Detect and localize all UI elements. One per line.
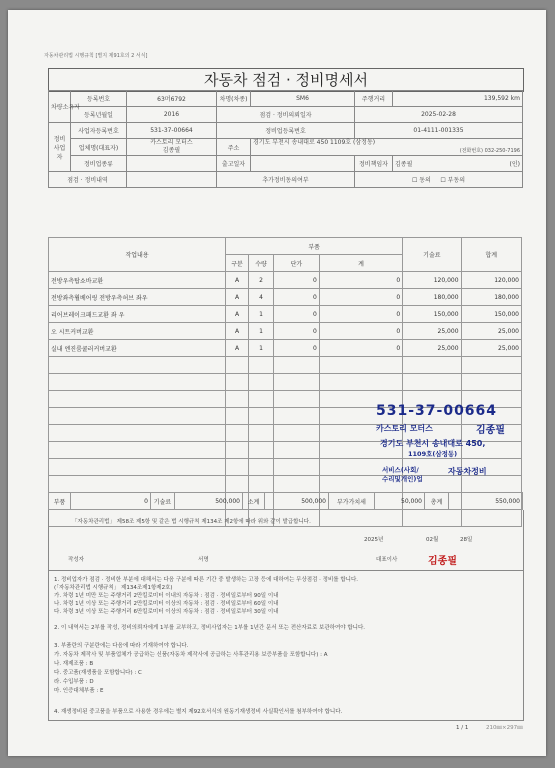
item-qty: 1 <box>249 340 274 357</box>
writer-label: 작성자 <box>68 557 84 563</box>
stamp-biz-no: 531-37-00664 <box>376 403 498 419</box>
note-line: 다. 중고품(재생품을 포함합니다) : C <box>54 670 142 676</box>
item-sum: 0 <box>319 340 402 357</box>
note-line: 1. 정비업자가 점검 · 정비한 부분에 대해서는 다음 구분에 따른 기간 중 발생하는 고장 등에 대하여는 무상점검 · 정비를 합니다. <box>54 577 359 583</box>
stamp-rep-name: 김종필 <box>476 425 505 436</box>
col-type-header: 구분 <box>226 255 249 272</box>
item-name: 전방좌측휠베어링 전방우측허브 좌우 <box>49 289 226 306</box>
technician-cell <box>393 156 523 172</box>
disagree-checkbox[interactable]: ☐ <box>440 177 448 184</box>
item-qty: 1 <box>249 323 274 340</box>
item-name: 오 시트커버교환 <box>49 323 226 340</box>
item-qty: 2 <box>249 272 274 289</box>
totals-tech-label: 기술료 <box>151 493 175 510</box>
item-labor: 25,000 <box>403 323 461 340</box>
request-date-value: 2025-02-28 <box>355 107 523 123</box>
note-line: 나. 재제조품 : B <box>54 661 94 667</box>
agree-label: 동의 <box>419 177 431 184</box>
item-labor: 180,000 <box>403 289 461 306</box>
table-row-empty <box>49 357 522 374</box>
item-sum: 0 <box>319 323 402 340</box>
item-price: 0 <box>274 323 320 340</box>
rep-signature: 김종필 <box>428 556 457 567</box>
vehicle-info-table <box>48 90 523 188</box>
item-qty: 4 <box>249 289 274 306</box>
issue-year: 2025년 <box>364 537 384 543</box>
release-date-label: 출고일자 <box>217 156 251 172</box>
paper-size: 210㎜×297㎜ <box>486 725 523 731</box>
shop-section-label: 정비사업자 <box>49 123 71 172</box>
item-name: 리어브레이크패드교환 좌 우 <box>49 306 226 323</box>
item-sum: 0 <box>319 272 402 289</box>
consent-label: 추가정비동의여부 <box>217 172 355 188</box>
technician-seal: (인) <box>509 161 520 168</box>
table-row <box>49 289 522 306</box>
technician-value: 김종필 <box>395 161 413 168</box>
mileage-label: 주행거리 <box>355 91 393 107</box>
car-name-label: 차명(차종) <box>217 91 251 107</box>
note-line: 가. 차령 1년 미만 또는 주행거리 2만킬로미터 이내의 자동차 : 점검 · 정비일로부터 90일 이내 <box>54 593 279 599</box>
totals-tech-value: 500,000 <box>175 493 243 510</box>
work-items-table <box>48 237 522 527</box>
address-value: 경기도 부천시 송내대로 450 1109호 (삼정동) <box>253 139 376 146</box>
col-sum-header: 계 <box>319 255 402 272</box>
reg-no-value: 63머6792 <box>127 91 217 107</box>
rep-label: 대표이사 <box>376 557 398 563</box>
note-line: 마. 인증대체부품 : E <box>54 688 104 694</box>
item-total: 150,000 <box>461 306 521 323</box>
stamp-address-line2: 1109호(삼정동) <box>408 450 458 458</box>
table-row <box>49 340 522 357</box>
phone-value: (전화번호) 032-250-7196 <box>459 148 520 154</box>
totals-table <box>48 492 523 510</box>
agree-checkbox[interactable]: ☐ <box>411 177 420 184</box>
stamp-service: 자동차정비 <box>448 467 487 476</box>
item-price: 0 <box>274 272 320 289</box>
issue-day: 28일 <box>460 537 473 543</box>
table-row <box>49 272 522 289</box>
mileage-value: 139,592 km <box>393 91 523 107</box>
technician-label: 정비책임자 <box>355 156 393 172</box>
note-line: 다. 차령 3년 이상 또는 주행거리 6만킬로미터 이상의 자동차 : 점검 · 정비일로부터 30일 이내 <box>54 609 279 615</box>
note-line: 3. 부품란의 구분란에는 다음에 따라 기재하여야 합니다. <box>54 643 189 649</box>
item-sum: 0 <box>319 306 402 323</box>
item-sum: 0 <box>319 289 402 306</box>
item-total: 25,000 <box>461 323 521 340</box>
company-name: 카스토리 모터스 <box>150 139 193 146</box>
item-type: A <box>226 306 249 323</box>
stamp-category-line2: 수리및개인)업 <box>382 475 423 483</box>
item-labor: 150,000 <box>403 306 461 323</box>
item-qty: 1 <box>249 306 274 323</box>
item-labor: 25,000 <box>403 340 461 357</box>
totals-parts-label: 부품 <box>49 493 71 510</box>
col-qty-header: 수량 <box>249 255 274 272</box>
stamp-address-line1: 경기도 부천시 송내대로 450, <box>380 439 486 448</box>
invoice-document <box>8 10 546 756</box>
col-item-header: 작업내용 <box>49 238 226 272</box>
note-line: 가. 자동차 제작사 및 부품업체가 공급하는 신품(자동차 제작사에 공급하는 사후관리용 보증부품을 포함합니다) : A <box>54 652 328 658</box>
totals-parts-value: 0 <box>71 493 151 510</box>
owner-label: 차량소유자 <box>49 91 71 123</box>
company-label: 업체명(대표자) <box>71 139 127 156</box>
address-label: 주소 <box>217 139 251 156</box>
item-price: 0 <box>274 340 320 357</box>
item-name: 전방우측탑쇼바교환 <box>49 272 226 289</box>
totals-subtotal-label: 소계 <box>243 493 265 510</box>
table-row <box>49 306 522 323</box>
col-price-header: 단가 <box>274 255 320 272</box>
item-price: 0 <box>274 306 320 323</box>
item-total: 25,000 <box>461 340 521 357</box>
form-header-note: 자동차관리법 시행규칙 [별지 제91호의 2 서식] <box>44 53 148 59</box>
reg-year-value: 2016 <box>127 107 217 123</box>
shop-type-label: 정비업종류 <box>71 156 127 172</box>
note-line: 나. 차령 1년 이상 또는 주행거리 2만킬로미터 이상의 자동차 : 점검 · 정비일로부터 60일 이내 <box>54 601 279 607</box>
table-row-empty <box>49 374 522 391</box>
table-row <box>49 323 522 340</box>
note-line: 라. 수입부품 : D <box>54 679 94 685</box>
biz-no-value: 531-37-00664 <box>127 123 217 139</box>
inspection-label: 점검 · 정비내역 <box>49 172 127 188</box>
total-header: 합계 <box>461 238 521 272</box>
reg-no-label: 등록번호 <box>71 91 127 107</box>
item-type: A <box>226 289 249 306</box>
item-type: A <box>226 272 249 289</box>
writer-sign: 서명 <box>198 557 209 563</box>
stamp-category-line1: 서비스(사회/ <box>382 466 419 474</box>
totals-vat-value: 50,000 <box>375 493 425 510</box>
certify-text: 「자동차관리법」 제58조 제5항 및 같은 법 시행규칙 제134조 제2항에 따라 위와 같이 발급합니다. <box>72 519 311 525</box>
item-type: A <box>226 323 249 340</box>
issue-month: 02월 <box>426 537 439 543</box>
labor-header: 기술료 <box>403 238 461 272</box>
note-line: 2. 이 내역서는 2부를 작성, 정비의뢰자에게 1부를 교부하고, 정비사업자는 1부를 1년간 문서 또는 전산자료로 보관하여야 합니다. <box>54 625 366 631</box>
address-cell <box>251 139 523 156</box>
item-total: 180,000 <box>461 289 521 306</box>
item-type: A <box>226 340 249 357</box>
table-row-empty <box>49 476 522 493</box>
shop-reg-label: 정비업등록번호 <box>217 123 355 139</box>
note-line: (「자동차관리법 시행규칙」 제134조제1항제2호) <box>54 585 173 591</box>
company-rep: 김종필 <box>162 147 181 154</box>
request-date-label: 점검 · 정비의뢰일자 <box>217 107 355 123</box>
consent-options <box>355 172 523 188</box>
page-number: 1 / 1 <box>456 725 469 731</box>
stamp-shop-name: 카스토리 모터스 <box>376 424 433 433</box>
shop-reg-value: 01-4111-001335 <box>355 123 523 139</box>
totals-total-label: 총계 <box>425 493 449 510</box>
totals-total-value: 550,000 <box>449 493 523 510</box>
totals-subtotal-value: 500,000 <box>265 493 329 510</box>
totals-vat-label: 부가가치세 <box>329 493 375 510</box>
item-total: 120,000 <box>461 272 521 289</box>
reg-year-label: 등록년월일 <box>71 107 127 123</box>
note-line: 4. 재생정비된 중고품을 부품으로 사용한 경우에는 별지 제92호서식의 원동기재생정비 사실확인서를 첨부하여야 합니다. <box>54 709 343 715</box>
item-labor: 120,000 <box>403 272 461 289</box>
item-name: 실내 엔진룸쿨러커버교환 <box>49 340 226 357</box>
company-cell <box>127 139 217 156</box>
parts-header: 부품 <box>226 238 403 255</box>
biz-no-label: 사업자등록번호 <box>71 123 127 139</box>
document-title: 자동차 점검 · 정비명세서 <box>48 68 524 92</box>
disagree-label: 부동의 <box>447 177 466 184</box>
item-price: 0 <box>274 289 320 306</box>
car-name-value: SM6 <box>251 91 355 107</box>
